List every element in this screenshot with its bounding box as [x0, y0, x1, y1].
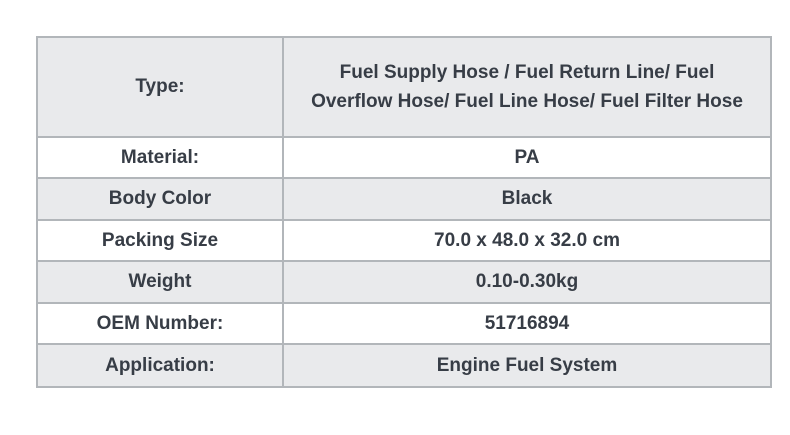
table-row-oem-number: [38, 304, 770, 345]
spec-label-packing-size: Packing Size: [38, 221, 284, 260]
spec-value-packing-size: 70.0 x 48.0 x 32.0 cm: [434, 229, 620, 251]
spec-label-body-color: Body Color: [38, 179, 284, 218]
spec-value-weight: 0.10-0.30kg: [475, 271, 579, 293]
table-row-weight: [38, 262, 770, 303]
table-row-type: [38, 38, 770, 138]
spec-label-application: Application:: [38, 345, 284, 386]
spec-label-oem-number: OEM Number:: [38, 304, 284, 343]
spec-label-weight: Weight: [38, 262, 284, 301]
spec-label-material: Material:: [38, 138, 284, 177]
spec-value-type: Fuel Supply Hose / Fuel Return Line/ Fuel Overflow Hose/ Fuel Line Hose/ Fuel Filter Hose: [311, 61, 743, 112]
product-spec-table: [36, 36, 772, 388]
table-row-material: [38, 138, 770, 179]
table-row-application: [38, 345, 770, 386]
spec-value-body-color: Black: [501, 188, 553, 210]
spec-value-oem-number: 51716894: [484, 312, 570, 334]
spec-value-material: PA: [514, 147, 540, 168]
spec-label-type: Type:: [38, 38, 284, 136]
table-row-packing-size: [38, 221, 770, 262]
table-row-body-color: [38, 179, 770, 220]
spec-value-application: Engine Fuel System: [436, 354, 618, 376]
